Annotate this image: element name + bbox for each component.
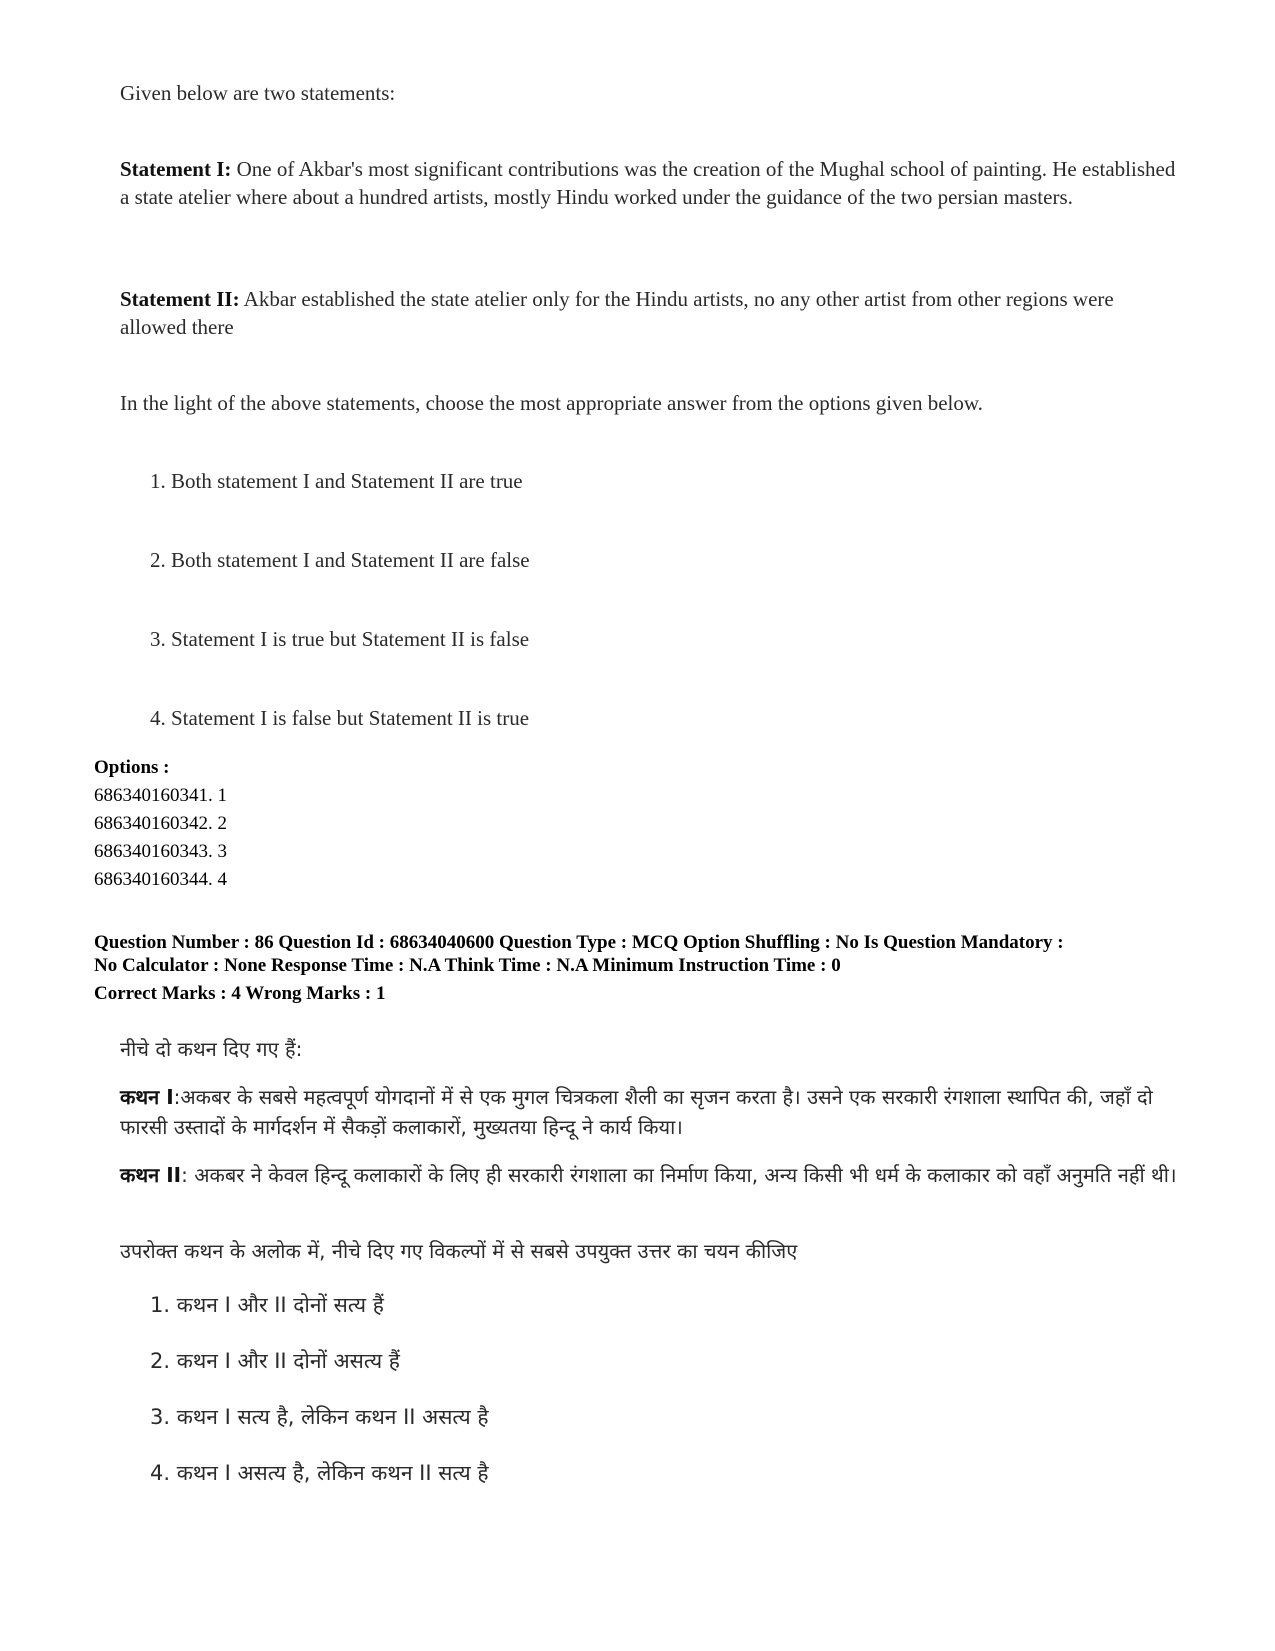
- english-instruction: In the light of the above statements, choose the most appropriate answer from the options given below.: [120, 391, 983, 415]
- hindi-statement-2: [120, 1160, 1180, 1190]
- hindi-instruction: उपरोक्त कथन के अलोक में, नीचे दिए गए विकल्पों में से सबसे उपयुक्त उत्तर का चयन कीजिए: [120, 1239, 798, 1263]
- options-label: Options :: [94, 757, 170, 778]
- option-id-4: 686340160344. 4: [94, 869, 227, 890]
- english-option-1: 1. Both statement I and Statement II are true: [150, 469, 523, 493]
- english-statement-2-text: Akbar established the state atelier only for the Hindu artists, no any other artist from other regions were allowed there: [120, 287, 1114, 339]
- english-statement-2-label: Statement II:: [120, 287, 240, 311]
- question-marks: Correct Marks : 4 Wrong Marks : 1: [94, 983, 386, 1004]
- english-option-3: 3. Statement I is true but Statement II is false: [150, 627, 530, 651]
- english-option-2: 2. Both statement I and Statement II are false: [150, 548, 530, 572]
- hindi-option-4: 4. कथन I असत्य है, लेकिन कथन II सत्य है: [150, 1461, 489, 1485]
- question-meta-line-1: Question Number : 86 Question Id : 68634040600 Question Type : MCQ Option Shuffling : No Is Question Mandatory :: [94, 932, 1064, 953]
- english-statement-1-text: One of Akbar's most significant contributions was the creation of the Mughal school of painting. He established a state atelier where about a hundred artists, mostly Hindu worked under the guidance of the two persian masters.: [120, 157, 1176, 209]
- english-statement-1: [120, 155, 1180, 211]
- hindi-statement-1-text: :अकबर के सबसे महत्वपूर्ण योगदानों में से एक मुगल चित्रकला शैली का सृजन करता है। उसने एक सरकारी रंगशाला स्थापित की, जहाँ दो फारसी उस्तादों के मार्गदर्शन में सैकड़ों कलाकारों, मुख्यतया हिन्दू ने कार्य किया।: [120, 1085, 1153, 1139]
- english-statement-1-label: Statement I:: [120, 157, 232, 181]
- option-id-2: 686340160342. 2: [94, 813, 227, 834]
- hindi-option-3: 3. कथन I सत्य है, लेकिन कथन II असत्य है: [150, 1405, 489, 1429]
- hindi-statement-2-label: कथन II: [120, 1163, 182, 1187]
- hindi-option-1: 1. कथन I और II दोनों सत्य हैं: [150, 1293, 384, 1317]
- english-statement-2: [120, 285, 1180, 341]
- option-id-1: 686340160341. 1: [94, 785, 227, 806]
- hindi-statement-1-label: कथन I: [120, 1085, 174, 1109]
- english-option-4: 4. Statement I is false but Statement II is true: [150, 706, 530, 730]
- hindi-option-2: 2. कथन I और II दोनों असत्य हैं: [150, 1349, 400, 1373]
- hindi-statement-1: [120, 1082, 1180, 1142]
- english-intro: Given below are two statements:: [120, 81, 396, 105]
- option-id-3: 686340160343. 3: [94, 841, 227, 862]
- hindi-statement-2-text: : अकबर ने केवल हिन्दू कलाकारों के लिए ही सरकारी रंगशाला का निर्माण किया, अन्य किसी भी धर्म के कलाकार को वहाँ अनुमति नहीं थी।: [181, 1163, 1177, 1187]
- hindi-intro: नीचे दो कथन दिए गए हैं:: [120, 1037, 303, 1061]
- question-meta-line-2: No Calculator : None Response Time : N.A Think Time : N.A Minimum Instruction Time : 0: [94, 955, 841, 976]
